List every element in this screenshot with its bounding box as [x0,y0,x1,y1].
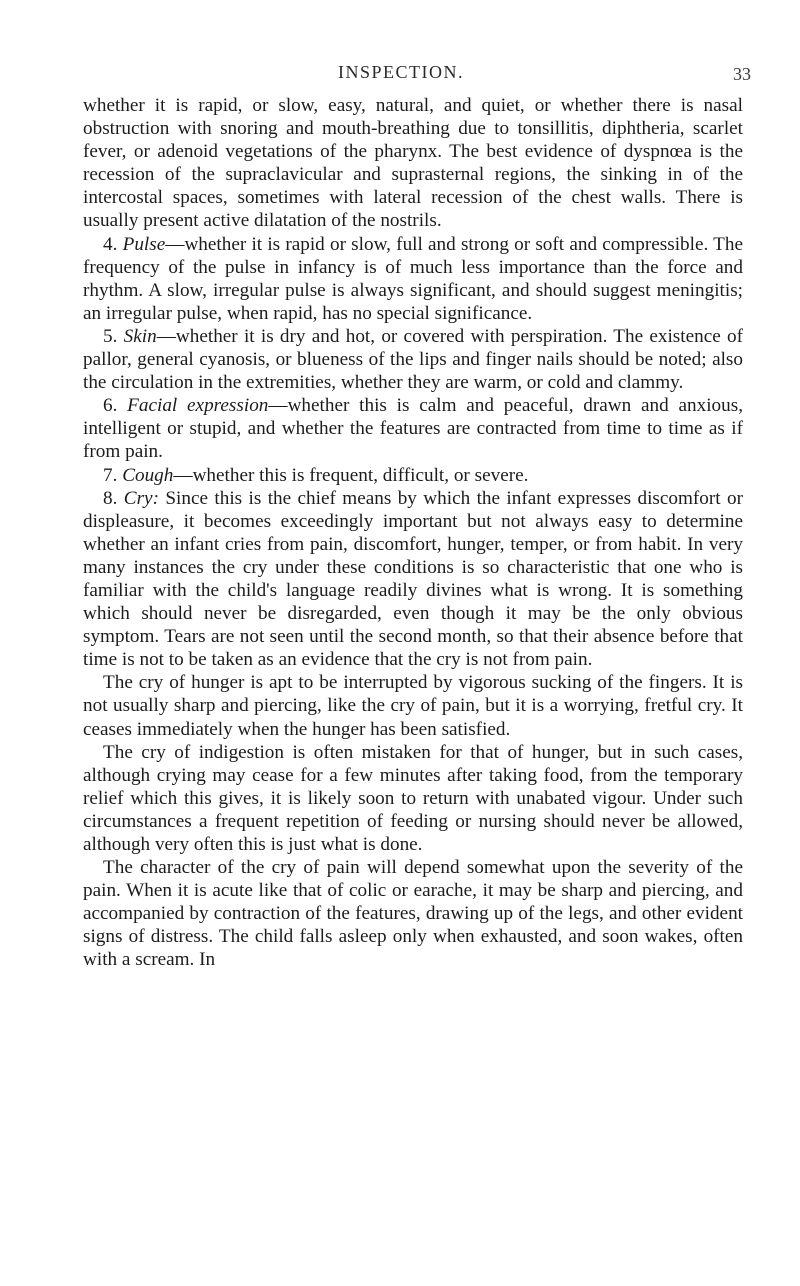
item-number: 8. [103,487,124,509]
paragraph-breathing-continued [83,94,743,233]
item-number: 5. [103,325,124,347]
paragraph-text: —whether this is calm and peaceful, drawn and anxious, intelligent or stupid, and whether the features are contracted from time to time as if from pain. [83,395,743,463]
item-number: 7. [103,464,123,486]
paragraph-facial-expression [83,394,743,463]
paragraph-skin [83,325,743,394]
body-text [83,94,743,972]
paragraph-cry [83,487,743,672]
paragraph-cry-hunger [83,671,743,740]
paragraph-text: Since this is the chief means by which the infant expresses discomfort or displeasure, it becomes exceedingly important but not always easy to determine whether an infant cries from pain, discomfort, hunger, temper, or from habit. In very many instances the cry under these conditions is so characteristic that one who is familiar with the child's language readily divines what is wrong. It is something which should never be disregarded, even though it may be the only obvious symptom. Tears are not seen until the second month, so that their absence before that time is not to be taken as an evidence that the cry is not from pain. [83,487,744,671]
paragraph-text: —whether it is dry and hot, or covered with perspiration. The existence of pallor, general cyanosis, or blueness of the lips and finger nails should be noted; also the circulation in the extremities, whether they are warm, or cold and clammy. [83,325,743,394]
paragraph-text: —whether this is frequent, difficult, or severe. [173,464,529,486]
paragraph-pulse [83,233,743,325]
paragraph-cry-pain [83,856,743,971]
item-term: Cry: [123,487,159,509]
running-head-title: INSPECTION. [338,62,465,82]
item-number: 6. [103,395,128,417]
item-term: Facial expression [127,395,269,417]
item-term: Pulse [122,233,166,255]
paragraph-text: whether it is rapid, or slow, easy, natural, and quiet, or whether there is nasal obstruction with snoring and mouth-breathing due to tonsillitis, diphtheria, scarlet fever, or adenoid vegetations of the pharynx. The best evidence of dyspnœa is the recession of the supraclavicular and suprasternal regions, the sinking in of the intercostal spaces, sometimes with lateral recession of the chest walls. There is usually present active dilatation of the nostrils. [83,95,743,232]
paragraph-text: —whether it is rapid or slow, full and strong or soft and compressible. The frequency of the pulse in infancy is of much less importance than the force and rhythm. A slow, irregular pulse is always significant, and should suggest meningitis; an irregular pulse, when rapid, has no special significance. [83,233,743,324]
item-term: Cough [122,464,174,486]
paragraph-cough [83,464,743,487]
item-number: 4. [103,233,123,255]
item-term: Skin [123,325,157,347]
page-number: 33 [733,64,751,84]
paragraph-text: The cry of indigestion is often mistaken for that of hunger, but in such cases, although crying may cease for a few minutes after taking food, from the temporary relief which this gives, it is likely soon to return with unabated vigour. Under such circumstances a frequent repetition of feeding or nursing should never be allowed, although very often this is just what is done. [83,741,743,855]
paragraph-cry-indigestion [83,741,743,856]
paragraph-text: The character of the cry of pain will depend somewhat upon the severity of the pain. When it is acute like that of colic or earache, it may be sharp and piercing, and accompanied by contraction of the features, drawing up of the legs, and other evident signs of distress. The child falls asleep only when exhausted, and soon wakes, often with a scream. In [83,857,743,971]
running-head [0,62,800,86]
paragraph-text: The cry of hunger is apt to be interrupted by vigorous sucking of the fingers. It is not usually sharp and piercing, like the cry of pain, but it is a worrying, fretful cry. It ceases immediately when the hunger has been satisfied. [83,672,743,740]
